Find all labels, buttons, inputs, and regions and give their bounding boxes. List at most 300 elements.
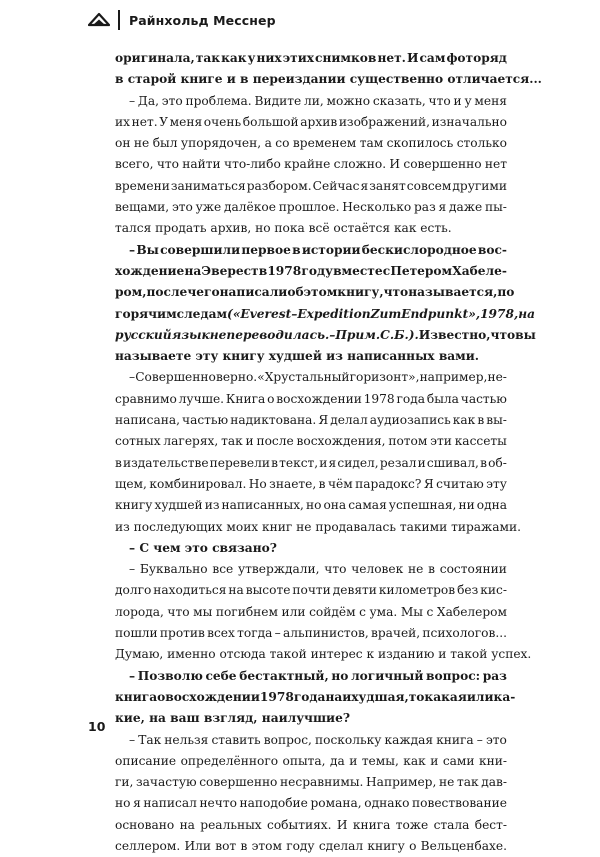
word: об [287,285,304,300]
word: Zum [370,306,402,321]
word: горячим [115,306,177,321]
word: ума. [369,604,398,619]
text-line [115,154,507,175]
text-line [115,580,507,601]
word: тогда [237,626,273,641]
word: надиктована. [230,413,317,428]
word: с [359,604,366,619]
text-line [115,751,507,772]
word: Вельценбахе. [420,838,507,853]
word: вопрос: [426,668,481,683]
word: об- [488,455,507,470]
text-line [115,559,507,580]
word: на [179,817,195,832]
word: что [167,604,190,619]
word: комбинировал. [149,476,247,491]
text-segment: тался продать архив, но пока всё остаётся как есть. [115,221,452,236]
word: вот [215,838,237,853]
word: кассеты [454,434,507,449]
word: – [129,93,136,108]
word: лагерях, [163,434,219,449]
word: совершили [160,242,241,257]
text-line [115,69,542,90]
text-line [115,793,507,814]
author-name: Райнхольд Месснер [129,12,276,28]
word: худшей [154,498,203,513]
word: вместе [333,263,383,278]
word: потом [388,434,428,449]
word: Сейчас [312,178,360,193]
word: в [480,455,487,470]
word: проблема. [185,93,252,108]
word: мы [193,604,213,619]
word: у [464,93,472,108]
word: Хабелером [436,604,507,619]
word: успешная, [388,498,457,513]
word: считаю [436,476,484,491]
word: о [267,391,275,406]
word: столько [456,136,507,151]
word: а [264,136,272,151]
text-line [115,836,507,857]
word: и [319,455,328,470]
word: года [293,689,326,704]
word: это [485,732,507,747]
word: какая [424,689,467,704]
word: логичный [351,668,424,683]
word: восхождении [276,391,362,406]
word: 1978 [267,263,302,278]
word: ром, [115,285,147,300]
word: что [490,327,516,342]
text-line [115,389,507,410]
word: я [328,455,337,470]
word: сказать, [372,93,426,108]
word: совсем [406,178,452,193]
word: состоянии [439,562,507,577]
word: или [466,689,494,704]
word: так [221,434,243,449]
word: из [204,498,220,513]
word: Буквально [139,562,208,577]
word: кни- [478,753,507,768]
word: ставить [211,732,261,747]
word: восхождения, [296,434,386,449]
word: лорода, [115,604,164,619]
word: Но [248,476,267,491]
word: альпинистов, [282,626,369,641]
word: Несколько [342,200,412,215]
word: у [247,51,256,65]
word: другими [452,178,507,193]
word: 1978 [363,391,395,406]
word: поскольку [315,732,382,747]
text-line [115,48,507,69]
word: описание [115,753,177,768]
word: изображений, [338,114,430,129]
word: каждая [384,732,434,747]
word: изначально [431,114,507,129]
word: прошлое. [278,200,340,215]
word: как [452,413,476,428]
word: нечто [199,796,237,811]
word: горизонт», [349,370,420,385]
word: после [256,434,294,449]
interview-text [115,48,542,857]
word: снимков [315,51,377,65]
text-line [115,346,507,367]
word: ли, [303,93,324,108]
text-segment: в старой книге и в переиздании существенно отличается... [115,72,542,87]
word: году [301,263,333,278]
word: и [245,434,254,449]
word: основано [115,817,175,832]
word: написали [219,285,288,300]
word: так [456,775,479,790]
text-line [115,453,507,474]
header-divider [118,10,120,30]
word: лучше. [178,391,225,406]
word: самая [348,498,387,513]
word: нельзя [164,732,209,747]
word: книга [436,732,474,747]
word: темы, [361,753,399,768]
word: и [417,455,426,470]
word: русский [115,327,172,342]
word: 1978, [480,306,519,321]
word: – [291,306,298,321]
word: книгу [115,498,153,513]
word: Хабеле- [452,263,507,278]
word: сами [442,753,475,768]
word: почти [292,583,331,598]
word: или [281,604,306,619]
text-line [115,431,507,452]
word: нет. [377,51,406,65]
text-line [115,112,507,133]
word: Так [138,732,162,747]
text-line [115,730,507,751]
word: сойдём [309,604,356,619]
text-line [115,91,507,112]
word: то [408,689,425,704]
word: найти [182,157,221,172]
word: называется, [408,285,498,300]
word: Книга [225,391,266,406]
word: и [430,753,439,768]
word: парадокс? [355,476,422,491]
word: И [336,817,348,832]
word: текст, [279,455,319,470]
word: временем [292,136,357,151]
word: например, [419,370,488,385]
word: стала [433,817,470,832]
word: как [221,51,247,65]
word: Прим. [335,327,381,342]
word: без [457,583,479,598]
word: бест- [474,817,507,832]
word: психологов... [422,626,507,641]
word: наподобие [239,796,308,811]
word: вос- [477,242,507,257]
word: сшивал, [426,455,479,470]
word: крайне [284,157,331,172]
word: архив [300,114,338,129]
word: пы- [484,200,507,215]
word: там [359,136,384,151]
text-line [115,538,507,559]
word: бескислородное [361,242,477,257]
word: сравнимо [115,391,177,406]
word: этих [282,51,314,65]
word: была [426,391,459,406]
word: Например, [366,775,437,790]
text-segment: кие, на ваш взгляд, наилучшие? [115,711,350,726]
word: по [497,285,515,300]
word: о [409,838,417,853]
text-segment: – С чем это связано? [129,540,277,555]
word: все [212,562,234,577]
word: но [115,796,131,811]
word: находиться [153,583,227,598]
text-line [115,367,507,388]
word: уже [195,200,222,215]
word: частью [460,391,507,406]
word: но [305,498,322,513]
word: в [240,838,248,853]
word: со [275,136,290,151]
text-line [115,772,507,793]
word: высоте [245,583,291,598]
word: о [157,689,166,704]
word: совершенно [199,775,278,790]
word: что [428,93,451,108]
word: можно [326,93,371,108]
word: Endpunkt», [401,306,481,321]
word: тоже [395,817,429,832]
word: Я [423,476,434,491]
running-header [88,8,276,32]
word: «Хрустальный [257,370,350,385]
word: одна [476,498,507,513]
word: с [426,604,434,619]
word: всех [207,626,235,641]
word: всего, [115,157,154,172]
text-line [115,644,532,665]
word: книгу [367,838,405,853]
word: издательстве [123,455,209,470]
word: она [323,498,347,513]
word: но [331,668,349,683]
word: дав- [481,775,507,790]
word: что [383,285,409,300]
word: на [184,263,202,278]
word: реальных [200,817,262,832]
text-line [115,261,507,282]
word: книга [115,689,158,704]
word: аудиозапись [369,413,451,428]
word: как [403,753,426,768]
word: следам [176,306,228,321]
word: девяти [332,583,377,598]
word: истории [301,242,361,257]
word: хождение [115,263,185,278]
word: в [318,476,326,491]
word: них [256,51,282,65]
word: так [195,51,221,65]
word: эти [430,434,452,449]
text-line [115,240,507,261]
word: Видите [254,93,302,108]
word: Позволю [137,668,203,683]
word: Я [318,413,329,428]
word: врачей, [370,626,421,641]
word: раз [482,668,507,683]
text-line [115,176,507,197]
word: вы [515,327,536,342]
word: чего [187,285,220,300]
word: я [360,178,369,193]
word: в [477,413,485,428]
word: резал [379,455,417,470]
word: пошли [115,626,158,641]
word: не [408,562,424,577]
word: книгу, [337,285,384,300]
word: сотных [115,434,161,449]
word: написанных, [221,498,304,513]
word: бестактный, [239,668,329,683]
word: был [152,136,178,151]
word: да [330,753,345,768]
word: занят [369,178,406,193]
text-line [115,602,507,623]
word: раз [414,200,436,215]
word: году [286,838,315,853]
text-line [115,666,507,687]
word: это [171,200,193,215]
word: я [438,200,447,215]
word: первое [241,242,291,257]
word: не- [487,370,507,385]
word: и [453,93,462,108]
word: переводилась. [226,327,330,342]
word: их [115,114,130,129]
word: ни [458,498,475,513]
word: знаете, [269,476,317,491]
text-line [115,410,507,431]
word: опыта, [282,753,326,768]
word: – [129,732,136,747]
word: – [129,370,136,385]
word: на [518,306,536,321]
word: времени [115,178,170,193]
word: зачастую [136,775,197,790]
word: не [209,327,227,342]
word: – [129,668,136,683]
word: долго [115,583,152,598]
word: что [156,157,179,172]
word: вещами, [115,200,170,215]
word: И [389,157,401,172]
text-line [115,495,507,516]
word: язык [171,327,210,342]
word: чём [327,476,353,491]
word: скопилось [386,136,454,151]
word: даже [448,200,483,215]
text-line [115,517,522,538]
word: и [349,753,358,768]
word: сидел, [337,455,379,470]
text-line [115,815,507,836]
word: в [428,562,435,577]
word: что-либо [224,157,281,172]
word: У [159,114,169,129]
word: не [438,775,455,790]
word: фоторяд [446,51,507,65]
word: нет [484,157,507,172]
word: разбором. [246,178,312,193]
word: Expedition [297,306,371,321]
word: этом [303,285,338,300]
word: Вы [136,242,159,257]
text-line [115,282,515,303]
text-line [115,133,507,154]
word: с [382,263,391,278]
word: после [146,285,188,300]
text-segment: из последующих моих книг не продавалась такими тиражами. [115,519,522,534]
word: наихудшая, [325,689,409,704]
text-line [115,304,536,325]
word: километров [378,583,456,598]
word: написал [143,796,197,811]
word: Известно, [418,327,491,342]
word: далёкое [224,200,276,215]
word: однако [364,796,410,811]
word: заниматься [170,178,246,193]
word: кис- [480,583,507,598]
word: событиях. [267,817,332,832]
word: Мы [400,604,423,619]
word: книга [352,817,391,832]
word: упорядочен, [180,136,262,151]
word: вопрос, [263,732,312,747]
word: погибнем [215,604,278,619]
word: – [274,626,281,641]
word: в [115,455,122,470]
word: Да, [137,93,159,108]
word: щем, [115,476,147,491]
word: Эверест [201,263,259,278]
text-line [115,325,536,346]
word: – [129,562,136,577]
text-line [115,623,507,644]
text-line [115,474,507,495]
word: определённого [180,753,279,768]
word: – [329,327,336,342]
word: человек [351,562,404,577]
word: перевели [209,455,270,470]
word: романа, [310,796,362,811]
word: нет. [131,114,158,129]
word: С.Б.). [380,327,419,342]
mountain-icon [88,12,110,28]
word: меня [474,93,507,108]
word: года [396,391,426,406]
text-line [115,218,507,239]
word: частью [182,413,229,428]
text-line [115,197,507,218]
word: против [159,626,205,641]
